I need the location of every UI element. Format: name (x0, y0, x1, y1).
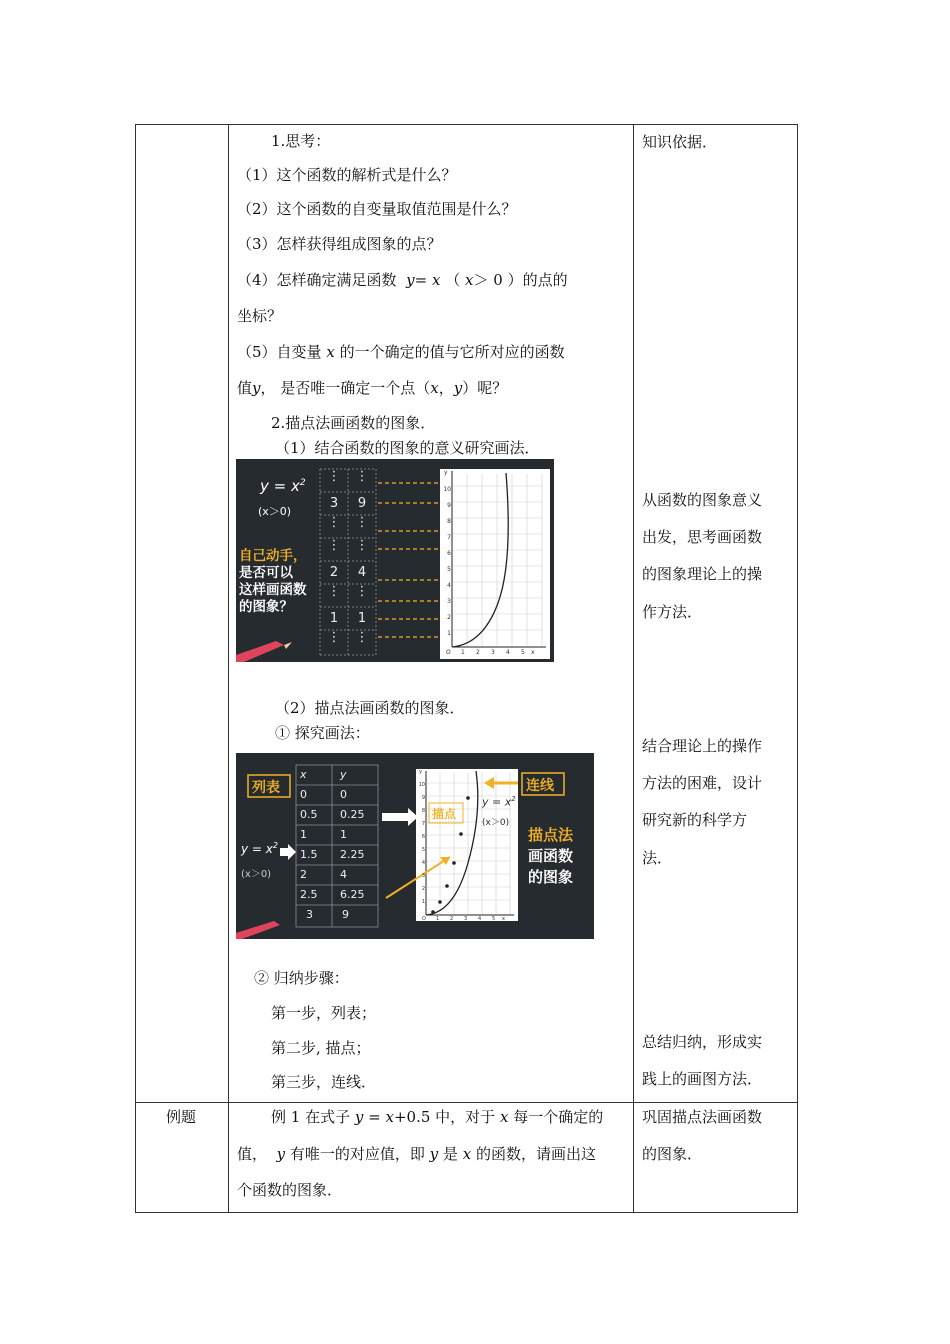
example-line1: 例 1 在式子 y = x+0.5 中，对于 x 每一个确定的 (271, 1108, 604, 1126)
figure1-prompt: 自己动手， 是否可以 这样画函数 的图象？ (239, 548, 307, 615)
question-2: （2）这个函数的自变量取值范围是什么？ (237, 200, 517, 218)
figure2-domain-left: (x＞0) (241, 869, 272, 880)
figure2-function-graph: y = x (482, 795, 512, 809)
figure2-domain-graph: (x＞0) (482, 818, 510, 828)
think-title: 1.思考： (271, 132, 331, 150)
note-4-line2: 践上的画图方法． (642, 1070, 763, 1088)
note-2-line1: 从函数的图象意义 (642, 491, 763, 509)
example-line3: 个函数的图象． (237, 1181, 343, 1199)
figure2-method: 描点法 画函数 的图象 (528, 826, 574, 886)
figure2-y-axis-label: y (419, 769, 422, 775)
column-divider (228, 125, 229, 1212)
list-label: 列表 (252, 780, 280, 796)
plot-label: 描点 (432, 807, 457, 821)
note-5-line1: 巩固描点法画函数 (642, 1108, 763, 1126)
question-4-line1: （4）怎样确定满足函数 y= x （ x＞ 0 ）的点的 (237, 271, 568, 289)
explore-label: ① 探究画法： (275, 724, 370, 742)
note-2-line4: 作方法． (642, 603, 703, 621)
figure1-y-ticks: 10 9 8 7 6 5 4 3 2 1 (443, 486, 451, 637)
step-1: 第一步，列表； (271, 1004, 377, 1022)
note-3-line1: 结合理论上的操作 (642, 737, 763, 755)
question-5-line1: （5）自变量 x 的一个确定的值与它所对应的函数 (237, 343, 565, 361)
example-line2: 值， y 有唯一的对应值，即 y 是 x 的函数，请画出这 (237, 1145, 596, 1163)
section-2-2: （2）描点法画函数的图象． (275, 699, 465, 717)
section-2-1: （1）结合函数的图象的意义研究画法． (275, 439, 540, 457)
note-3-line4: 法． (642, 849, 673, 867)
note-knowledge: 知识依据． (642, 133, 718, 151)
question-5-line2: 值y， 是否唯一确定一个点（x，y）呢？ (237, 379, 508, 397)
figure1-table: ⋮ ⋮ 3 9 ⋮ ⋮ ⋮ ⋮ 2 4 ⋮ ⋮ 1 1 ⋮ ⋮ (327, 469, 369, 645)
note-2-line2: 出发，思考画函数 (642, 528, 763, 546)
column-divider (633, 125, 634, 1212)
step-2: 第二步, 描点； (271, 1039, 371, 1057)
row-divider (136, 1102, 797, 1103)
figure2-table: x y 0 0 0.5 0.25 1 1 1.5 2.25 2 4 2.5 6.25 3 9 (300, 768, 365, 921)
step-3: 第三步，连线． (271, 1073, 377, 1091)
note-3-line2: 方法的困难，设计 (642, 774, 763, 792)
connect-label: 连线 (526, 778, 554, 794)
question-3: （3）怎样获得组成图象的点？ (237, 235, 442, 253)
figure-plotting-method: 列表 连线 描点 $y = x^2$ (x＞0) $y = x^2$ (x＞0) 描点法 画函数 的图象 x y 0 0 0.5 0.25 1 1 1.5 2.25 2 4 2.5 6.25 3 9 y 10 9 8 7 6 5 4 3 2 1 O 1 2 3 4 5 x (236, 753, 594, 939)
figure1-domain: (x＞0) (258, 505, 292, 518)
figure1-x-ticks: O 1 2 3 4 5 x (446, 649, 535, 656)
note-5-line2: 的图象． (642, 1145, 703, 1163)
figure2-x-ticks: O 1 2 3 4 5 x (422, 916, 505, 922)
figure2-function-left: y = x (241, 842, 273, 856)
question-1: （1）这个函数的解析式是什么？ (237, 166, 457, 184)
figure1-y-axis-label: y (444, 469, 448, 476)
note-2-line3: 的图象理论上的操 (642, 565, 763, 583)
figure1-function: y = x (260, 477, 300, 495)
figure-graph-meaning: $y = x^2$ (x＞0) 自己动手， 是否可以 这样画函数 的图象？ ⋮ ⋮ 3 9 ⋮ ⋮ ⋮ ⋮ 2 4 ⋮ ⋮ 1 1 ⋮ ⋮ y 10 9 8 7 6 5 4 3 2 1 O 1 2 3 4 5 x (236, 459, 554, 662)
question-4-line2: 坐标？ (237, 307, 283, 325)
note-4-line1: 总结归纳，形成实 (642, 1033, 763, 1051)
section-2-title: 2.描点法画函数的图象． (271, 414, 436, 432)
row-label-example: 例题 (166, 1108, 197, 1126)
note-3-line3: 研究新的科学方 (642, 811, 748, 829)
figure2-y-ticks: 10 9 8 7 6 5 4 3 2 1 (418, 782, 425, 905)
summary-label: ② 归纳步骤： (254, 969, 349, 987)
